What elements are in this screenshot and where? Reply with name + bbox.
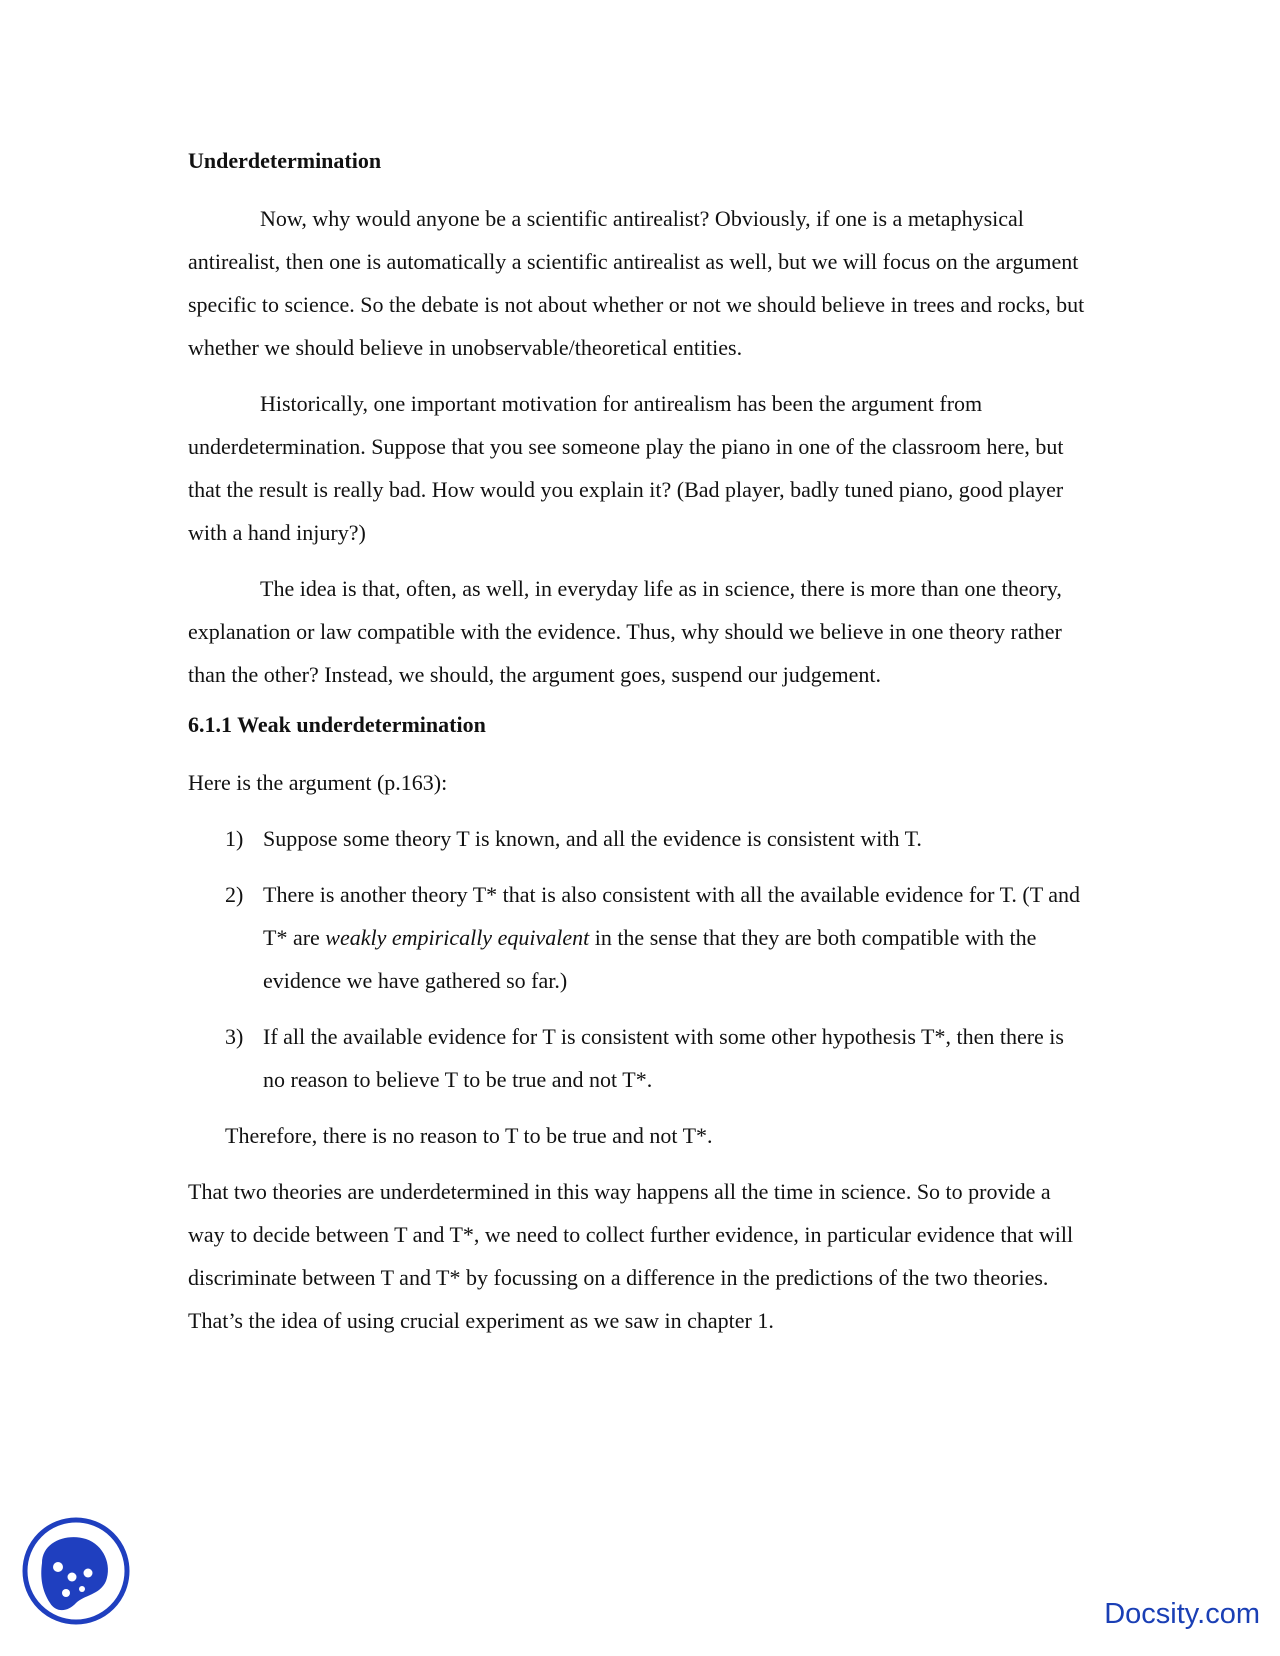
premise-item-3 <box>225 1015 1088 1101</box>
premise-number: 1) <box>225 826 244 851</box>
docsity-brand-link[interactable]: Docsity.com <box>1104 1598 1260 1630</box>
document-page <box>188 145 1088 1355</box>
argument-intro: Here is the argument (p.163): <box>188 770 448 795</box>
paragraph-intro-3: The idea is that, often, as well, in everyday life as in science, there is more than one theory, explanation or law compatible with the evidence. Thus, why should we believe in one theory rather than the other? Instead, we should, the argument goes, suspend our judgement. <box>188 576 1062 687</box>
conclusion: Therefore, there is no reason to T to be true and not T*. <box>225 1123 713 1148</box>
premise-text: If all the available evidence for T is consistent with some other hypothesis T*, then there is no reason to believe T to be true and not T*. <box>263 1024 1064 1092</box>
docsity-logo-icon <box>20 1515 132 1627</box>
paragraph-intro-1: Now, why would anyone be a scientific antirealist? Obviously, if one is a metaphysical antirealist, then one is automatically a scientific antirealist as well, but we will focus on the argument specific to science. So the debate is not about whether or not we should believe in trees and rocks, but whether we should believe in unobservable/theoretical entities. <box>188 206 1085 360</box>
premise-list <box>188 817 1088 1101</box>
premise-item-1 <box>225 817 1088 860</box>
section-heading: 6.1.1 Weak underdetermination <box>188 712 486 737</box>
premise-text-after: in the sense that they are both compatible with the evidence we have gathered so far.) <box>263 925 1037 993</box>
paragraph-intro-2: Historically, one important motivation for antirealism has been the argument from underdetermination. Suppose that you see someone play the piano in one of the classroom here, but that the result is really bad. How would you explain it? (Bad player, badly tuned piano, good player with a hand injury?) <box>188 391 1064 545</box>
page-title: Underdetermination <box>188 148 382 173</box>
premise-number: 3) <box>225 1024 244 1049</box>
premise-emphasis: weakly empirically equivalent <box>325 925 590 950</box>
closing-paragraph: That two theories are underdetermined in this way happens all the time in science. So to provide a way to decide between T and T*, we need to collect further evidence, in particular evidence that will discriminate between T and T* by focussing on a difference in the predictions of the two theories. That’s the idea of using crucial experiment as we saw in chapter 1. <box>188 1179 1074 1333</box>
premise-text: Suppose some theory T is known, and all the evidence is consistent with T. <box>263 826 922 851</box>
premise-number: 2) <box>225 882 244 907</box>
premise-text-before: There is another theory T* that is also consistent with all the available evidence for T. (T and T* are <box>263 882 1081 950</box>
premise-item-2 <box>225 873 1088 1002</box>
